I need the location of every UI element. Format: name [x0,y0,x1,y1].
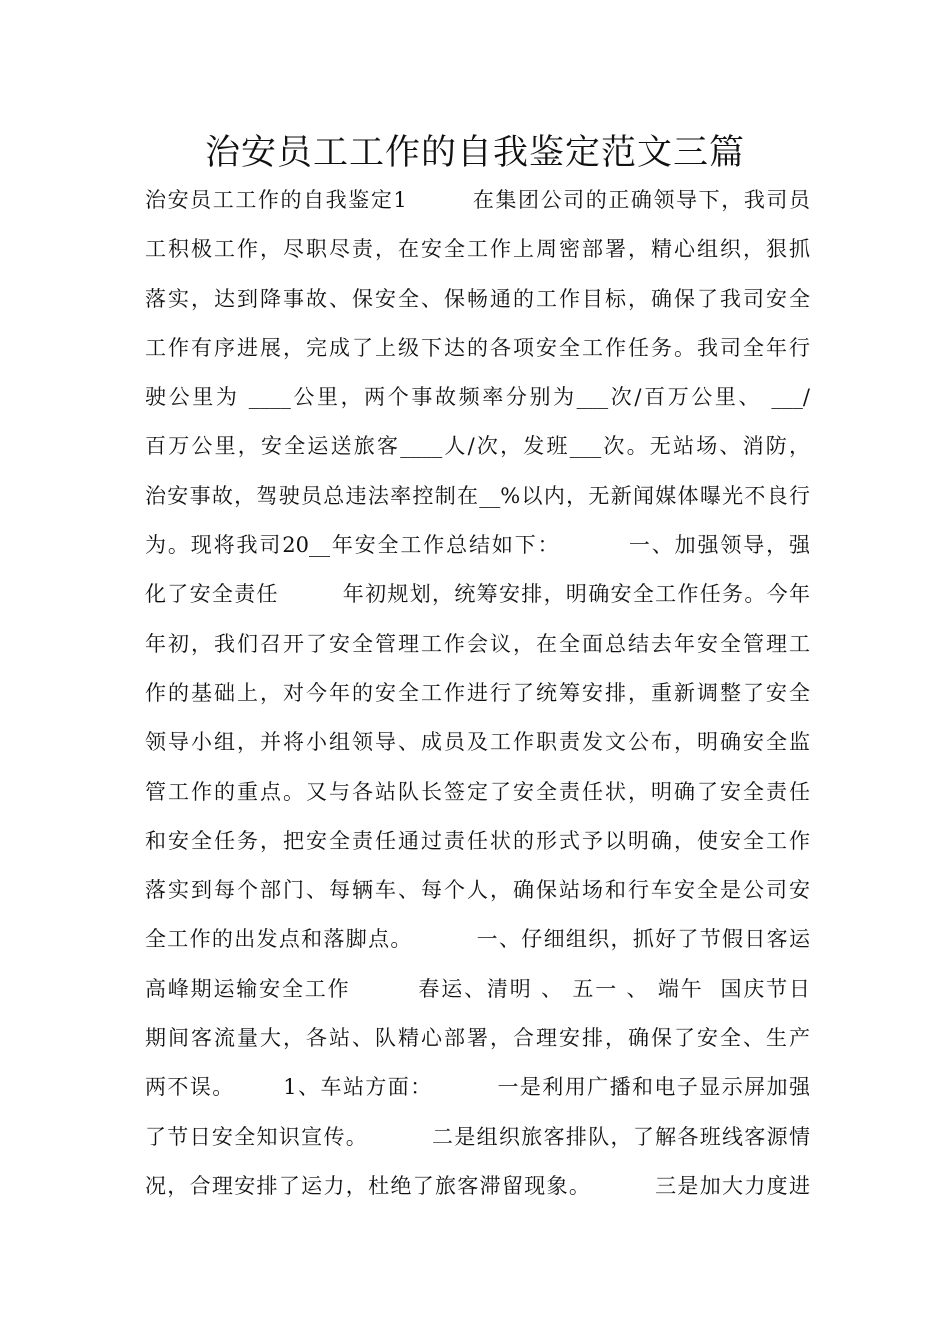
body-line: 落实到每个部门、每辆车、每个人，确保站场和行车安全是公司安 [145,878,810,903]
body-line: 管工作的重点。又与各站队长签定了安全责任状，明确了安全责任 [145,779,810,804]
body-line: 期间客流量大，各站、队精心部署，合理安排，确保了安全、生产 [145,1026,810,1051]
body-line: 工作有序进展，完成了上级下达的各项安全工作任务。我司全年行 [145,335,810,360]
body-line: 为。现将我司20__年安全工作总结如下： 一、加强领导，强 [145,533,810,558]
body-line: 治安员工工作的自我鉴定1 在集团公司的正确领导下，我司员 [145,188,810,212]
body-line: 年初，我们召开了安全管理工作会议，在全面总结去年安全管理工 [145,631,810,656]
body-line: 作的基础上，对今年的安全工作进行了统筹安排，重新调整了安全 [145,680,810,705]
body-line: 驶公里为 ____公里，两个事故频率分别为___次/百万公里、 ___/ [145,385,810,410]
body-line: 工积极工作，尽职尽责，在安全工作上周密部署，精心组织，狠抓 [145,237,810,262]
body-line: 两不误。 1、车站方面： 一是利用广播和电子显示屏加强 [145,1075,810,1100]
body-line: 百万公里，安全运送旅客____人/次，发班___次。无站场、消防， [145,434,810,459]
body-line: 了节日安全知识宣传。 二是组织旅客排队，了解各班线客源情 [145,1124,810,1149]
body-line: 况，合理安排了运力，杜绝了旅客滞留现象。 三是加大力度进 [145,1173,810,1198]
body-line: 高峰期运输安全工作 春运、清明 、 五一 、 端午 国庆节日 [145,976,810,1001]
document-title: 治安员工工作的自我鉴定范文三篇 [204,133,745,173]
body-line: 和安全任务，把安全责任通过责任状的形式予以明确，使安全工作 [145,828,810,853]
body-line: 领导小组，并将小组领导、成员及工作职责发文公布，明确安全监 [145,730,810,755]
body-line: 落实，达到降事故、保安全、保畅通的工作目标，确保了我司安全 [145,286,810,311]
body-line: 全工作的出发点和落脚点。 一、仔细组织，抓好了节假日客运 [145,927,810,952]
body-line: 化了安全责任 年初规划，统筹安排，明确安全工作任务。今年 [145,582,810,607]
document-body [145,176,810,1211]
body-line: 治安事故，驾驶员总违法率控制在__%以内，无新闻媒体曝光不良行 [145,483,810,508]
